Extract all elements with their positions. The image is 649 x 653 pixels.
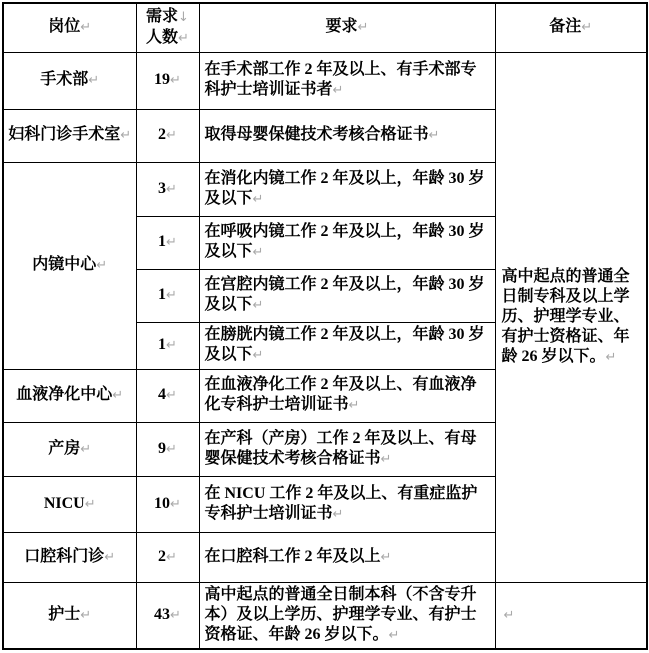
paragraph-mark: ↵ — [252, 348, 264, 363]
cell-requirement — [199, 109, 495, 162]
cell-requirement — [199, 322, 495, 369]
position-label: 妇科门诊手术室 — [8, 126, 121, 143]
cell-requirement — [199, 422, 495, 476]
position-label: 口腔科门诊 — [24, 547, 105, 565]
cell-count — [136, 216, 199, 269]
cell-position-endoscopy-merged — [3, 162, 136, 369]
count-value: 19 — [154, 71, 171, 88]
cell-count — [136, 582, 199, 649]
cell-count — [136, 52, 199, 109]
cell-position — [3, 422, 136, 476]
cell-position — [3, 582, 136, 649]
paragraph-mark: ↵ — [388, 627, 400, 643]
header-count — [136, 3, 199, 52]
requirement-text: 在产科（产房）工作 2 年及以上、有母婴保健技术考核合格证书 — [204, 429, 477, 467]
cell-requirement — [199, 216, 495, 269]
paragraph-mark: ↵ — [380, 549, 392, 565]
cell-requirement — [199, 52, 495, 109]
cell-requirement — [199, 476, 495, 532]
cell-position — [3, 369, 136, 422]
header-requirement-label: 要求 — [325, 18, 358, 36]
header-note-label: 备注 — [549, 18, 582, 36]
paragraph-mark: ↵ — [80, 607, 92, 623]
table-row — [3, 582, 647, 649]
cell-count — [136, 476, 199, 532]
cell-requirement — [199, 269, 495, 322]
cell-count — [136, 269, 199, 322]
header-position-label: 岗位 — [48, 18, 81, 36]
paragraph-mark: ↵ — [252, 191, 264, 207]
count-value: 9 — [158, 439, 167, 457]
cell-position — [3, 109, 136, 162]
paragraph-mark: ↵ — [605, 349, 617, 365]
position-label: 内镜中心 — [32, 256, 97, 273]
count-value: 10 — [154, 494, 171, 512]
paragraph-mark: ↵ — [170, 607, 181, 623]
line-break-mark: ↓ — [178, 9, 189, 25]
header-requirement — [199, 3, 495, 52]
position-label: 产房 — [48, 439, 81, 457]
cell-position — [3, 52, 136, 109]
table-header-row — [3, 3, 647, 52]
paragraph-mark: ↵ — [166, 128, 177, 143]
cell-requirement — [199, 369, 495, 422]
paragraph-mark: ↵ — [178, 30, 189, 46]
paragraph-mark: ↵ — [96, 258, 108, 273]
count-value: 1 — [158, 286, 167, 303]
position-label: 血液净化中心 — [16, 386, 113, 403]
cell-position — [3, 476, 136, 532]
count-value: 1 — [158, 336, 167, 353]
paragraph-mark: ↵ — [252, 298, 264, 313]
paragraph-mark: ↵ — [380, 451, 392, 467]
paragraph-mark: ↵ — [166, 181, 177, 197]
requirement-text: 高中起点的普通全日制本科（不含专升本）及以上学历、护理学专业、有护士资格证、年龄 26 岁以下。 — [204, 585, 477, 643]
position-label: 手术部 — [40, 71, 89, 88]
requirement-text: 在宫腔内镜工作 2 年及以上，年龄 30 岁及以下 — [204, 276, 485, 313]
requirement-text: 在手术部工作 2 年及以上、有手术部专科护士培训证书者 — [204, 61, 477, 98]
paragraph-mark: ↵ — [166, 549, 177, 565]
count-value: 1 — [158, 233, 167, 250]
requirement-text: 在呼吸内镜工作 2 年及以上，年龄 30 岁及以下 — [204, 223, 485, 260]
requirement-text: 在血液净化工作 2 年及以上、有血液净化专科护士培训证书 — [204, 376, 477, 413]
paragraph-mark: ↵ — [252, 245, 264, 260]
paragraph-mark: ↵ — [581, 20, 593, 36]
paragraph-mark: ↵ — [170, 73, 181, 88]
paragraph-mark: ↵ — [84, 496, 96, 512]
paragraph-mark: ↵ — [112, 388, 124, 403]
paragraph-mark: ↵ — [332, 506, 344, 522]
paragraph-mark: ↵ — [166, 288, 177, 303]
header-count-label2: 人数 — [146, 28, 179, 46]
count-value: 43 — [154, 605, 171, 623]
position-label: NICU — [43, 494, 85, 512]
recruitment-table — [2, 2, 648, 650]
cell-count — [136, 109, 199, 162]
cell-requirement — [199, 582, 495, 649]
requirement-text: 在口腔科工作 2 年及以上 — [204, 547, 381, 565]
paragraph-mark: ↵ — [348, 398, 360, 413]
header-position — [3, 3, 136, 52]
paragraph-mark: ↵ — [166, 235, 177, 250]
header-count-line2 — [137, 28, 199, 49]
table-row — [3, 52, 647, 109]
paragraph-mark: ↵ — [503, 607, 515, 623]
paragraph-mark: ↵ — [332, 83, 344, 98]
paragraph-mark: ↵ — [88, 73, 100, 88]
position-label: 护士 — [48, 605, 81, 623]
paragraph-mark: ↵ — [80, 441, 92, 457]
cell-count — [136, 162, 199, 216]
paragraph-mark: ↵ — [357, 20, 369, 36]
paragraph-mark: ↵ — [170, 496, 181, 512]
paragraph-mark: ↵ — [166, 388, 177, 403]
count-value: 2 — [158, 547, 167, 565]
cell-count — [136, 532, 199, 582]
cell-note-merged — [495, 52, 647, 582]
header-count-label1: 需求 — [146, 7, 179, 25]
note-text: 高中起点的普通全日制专科及以上学历、护理学专业、有护士资格证、年龄 26 岁以下。 — [501, 267, 630, 365]
paragraph-mark: ↵ — [80, 20, 92, 36]
cell-requirement — [199, 532, 495, 582]
paragraph-mark: ↵ — [166, 441, 177, 457]
cell-count — [136, 369, 199, 422]
paragraph-mark: ↵ — [166, 338, 177, 353]
requirement-text: 在 NICU 工作 2 年及以上、有重症监护专科护士培训证书 — [204, 484, 478, 522]
header-count-line1 — [137, 7, 199, 28]
paragraph-mark: ↵ — [104, 549, 116, 565]
requirement-text: 在膀胱内镜工作 2 年及以上，年龄 30 岁及以下 — [204, 326, 485, 363]
requirement-text: 在消化内镜工作 2 年及以上，年龄 30 岁及以下 — [204, 169, 485, 207]
paragraph-mark: ↵ — [428, 128, 440, 143]
cell-note-empty — [495, 582, 647, 649]
count-value: 4 — [158, 386, 167, 403]
cell-count — [136, 422, 199, 476]
cell-position — [3, 532, 136, 582]
count-value: 2 — [158, 126, 167, 143]
cell-requirement — [199, 162, 495, 216]
header-note — [495, 3, 647, 52]
cell-count — [136, 322, 199, 369]
requirement-text: 取得母婴保健技术考核合格证书 — [204, 126, 429, 143]
paragraph-mark: ↵ — [120, 128, 132, 143]
count-value: 3 — [158, 179, 167, 197]
